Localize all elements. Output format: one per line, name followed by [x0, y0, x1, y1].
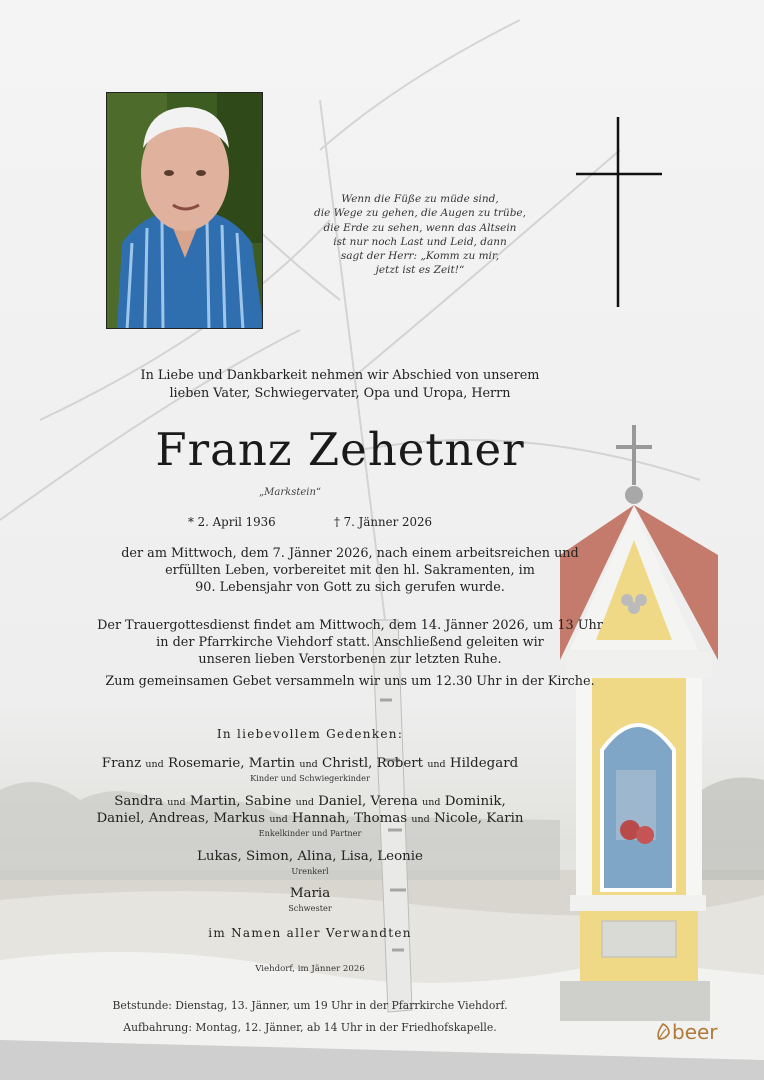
relatives-line: im Namen aller Verwandten [208, 926, 412, 940]
death-announcement [60, 545, 640, 596]
intro-line: In Liebe und Dankbarkeit nehmen wir Abschied von unserem [140, 368, 540, 383]
prayer-text: Zum gemeinsamen Gebet versammeln wir uns um 12.30 Uhr in der Kirche. [105, 674, 595, 689]
paragraph-line: in der Pfarrkirche Viehdorf statt. Anschließend geleiten wir [156, 635, 544, 650]
poem-line: Wenn die Füße zu müde sind, [341, 193, 499, 205]
sister-name: Maria [289, 886, 331, 901]
grandchildren-label: Enkelkinder und Partner [258, 828, 362, 838]
death-date: † 7. Jänner 2026 [334, 515, 433, 529]
poem-line: die Erde zu sehen, wenn das Altsein [323, 221, 517, 234]
children-label: Kinder und Schwiegerkinder [250, 773, 370, 783]
paragraph-line: unseren lieben Verstorbenen zur letzten Ruhe. [198, 652, 502, 667]
poem-line: die Wege zu gehen, die Augen zu trübe, [314, 207, 526, 220]
connector: und [427, 759, 446, 770]
mourner-name: Franz [101, 756, 142, 771]
cross-icon [576, 117, 662, 307]
mourner-name: Hildegard [449, 756, 519, 771]
mourner-name: Christl, Robert [322, 756, 424, 771]
poem-line: ist nur noch Last und Leid, dann [333, 235, 507, 248]
intro-line: lieben Vater, Schwiegervater, Opa und Uropa, Herrn [169, 386, 511, 401]
paragraph-line: der am Mittwoch, dem 7. Jänner 2026, nach einem arbeitsreichen und [121, 546, 579, 561]
mourner-name: Martin, Sabine [189, 794, 292, 809]
connector: und [422, 797, 441, 808]
mourner-name: Sandra [114, 794, 163, 809]
children-names [60, 755, 560, 773]
grandchildren-names-line2 [60, 810, 560, 828]
sister-label: Schwester [288, 903, 332, 913]
mourner-name: Dominik, [444, 794, 506, 809]
paragraph-line: 90. Lebensjahr von Gott zu sich gerufen wurde. [195, 580, 505, 595]
funeral-service-text [60, 617, 640, 668]
viewing-info: Aufbahrung: Montag, 12. Jänner, ab 14 Uhr in der Friedhofskapelle. [123, 1021, 497, 1034]
nickname: „Markstein“ [258, 487, 322, 498]
paragraph-line: Der Trauergottesdienst findet am Mittwoch, dem 14. Jänner 2026, um 13 Uhr [97, 618, 603, 633]
connector: und [145, 759, 164, 770]
mourner-name: Hannah, Thomas [291, 811, 408, 826]
connector: und [167, 797, 186, 808]
poem-line: jetzt ist es Zeit!“ [375, 264, 465, 277]
shrine-illustration [560, 425, 718, 1021]
mourner-name: Daniel, Verena [318, 794, 418, 809]
intro-text [60, 367, 620, 403]
connector: und [411, 814, 430, 825]
mourner-name: Nicole, Karin [433, 811, 524, 826]
great-grandchildren-names: Lukas, Simon, Alina, Lisa, Leonie [197, 849, 423, 864]
memory-heading: In liebevollem Gedenken: [216, 727, 404, 741]
deceased-name: Franz Zehetner [155, 423, 525, 476]
mourner-name: Daniel, Andreas, Markus [96, 811, 266, 826]
birth-date: * 2. April 1936 [188, 515, 276, 529]
connector: und [299, 759, 318, 770]
vigil-info: Betstunde: Dienstag, 13. Jänner, um 19 Uhr in der Pfarrkirche Viehdorf. [112, 999, 508, 1012]
mourner-name: Rosemarie, Martin [168, 756, 296, 771]
connector: und [295, 797, 314, 808]
leaf-icon [654, 1023, 672, 1041]
paragraph-line: erfüllten Leben, vorbereitet mit den hl. Sakramenten, im [165, 563, 535, 578]
grandchildren-names-line1 [60, 793, 560, 811]
poem-line: sagt der Herr: „Komm zu mir, [340, 250, 500, 263]
logo-text: beer [672, 1020, 718, 1044]
poem [290, 192, 550, 278]
connector: und [269, 814, 288, 825]
great-grandchildren-label: Urenkerl [291, 866, 329, 876]
place-date: Viehdorf, im Jänner 2026 [255, 964, 365, 974]
beer-logo [654, 1020, 718, 1044]
portrait-photo [106, 92, 263, 329]
